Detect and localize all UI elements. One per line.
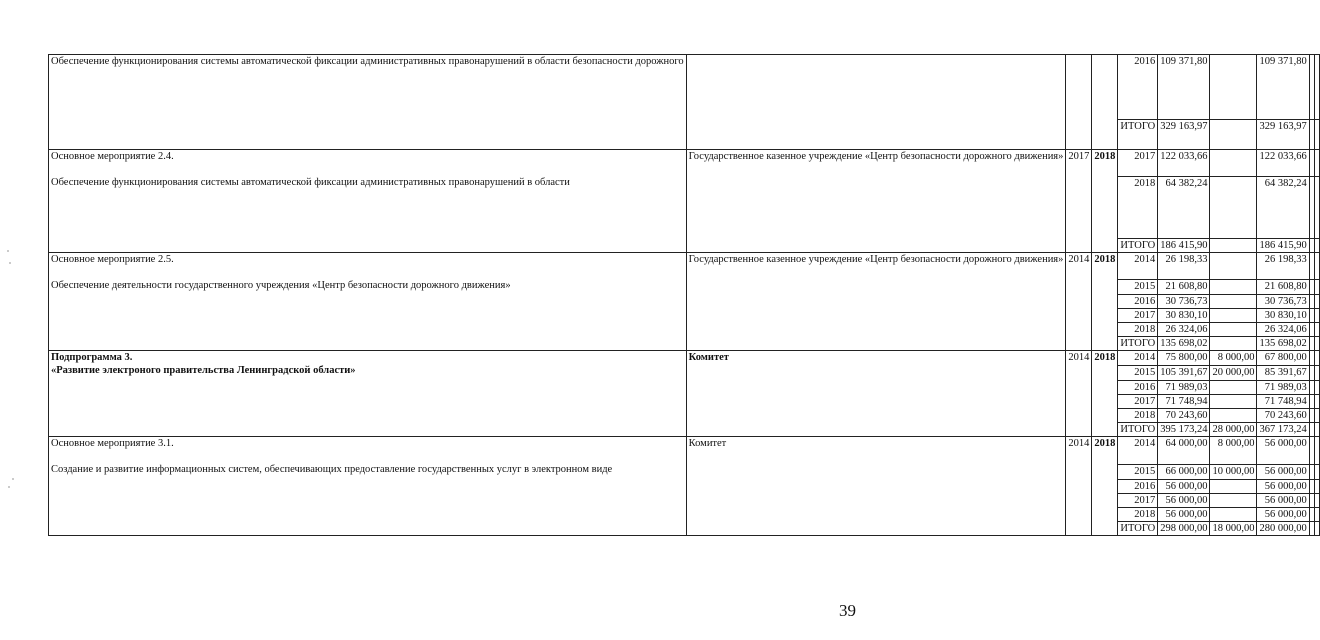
year-cell: 2014 [1118, 253, 1158, 280]
regional-amount-cell: 21 608,80 [1257, 280, 1309, 295]
end-year-cell [1092, 55, 1118, 150]
end-year-cell: 2018 [1092, 253, 1118, 351]
regional-amount-cell: 109 371,80 [1257, 55, 1309, 120]
result-cell [1314, 409, 1319, 423]
federal-amount-cell: 18 000,00 [1210, 522, 1257, 536]
regional-amount-cell: 56 000,00 [1257, 437, 1309, 465]
scan-speck [12, 478, 14, 480]
year-cell: 2016 [1118, 480, 1158, 494]
result-cell [1314, 120, 1319, 150]
regional-amount-cell: 30 736,73 [1257, 295, 1309, 309]
table-body [49, 55, 1320, 536]
year-cell: 2017 [1118, 395, 1158, 409]
year-cell: ИТОГО [1118, 423, 1158, 437]
regional-amount-cell: 56 000,00 [1257, 508, 1309, 522]
year-cell: 2016 [1118, 55, 1158, 120]
regional-amount-cell: 135 698,02 [1257, 337, 1309, 351]
total-amount-cell: 186 415,90 [1158, 239, 1210, 253]
total-amount-cell: 21 608,80 [1158, 280, 1210, 295]
year-cell: 2015 [1118, 465, 1158, 480]
regional-amount-cell: 26 324,06 [1257, 323, 1309, 337]
year-cell: 2014 [1118, 437, 1158, 465]
year-cell: 2015 [1118, 280, 1158, 295]
activity-name: Обеспечение функционирования системы автоматической фиксации административных правонарушений в области [51, 177, 570, 188]
end-year-cell: 2018 [1092, 351, 1118, 437]
federal-amount-cell [1210, 177, 1257, 239]
regional-amount-cell: 64 382,24 [1257, 177, 1309, 239]
regional-amount-cell: 56 000,00 [1257, 494, 1309, 508]
start-year-cell: 2014 [1066, 351, 1092, 437]
federal-amount-cell [1210, 150, 1257, 177]
budget-table [48, 54, 1320, 536]
result-cell [1314, 253, 1319, 280]
activity-name: Обеспечение функционирования системы автоматической фиксации административных правонарушений в области безопасности дорожного [51, 56, 684, 67]
total-amount-cell: 70 243,60 [1158, 409, 1210, 423]
year-cell: 2017 [1118, 309, 1158, 323]
start-year-cell: 2014 [1066, 437, 1092, 536]
total-amount-cell: 26 324,06 [1158, 323, 1210, 337]
result-cell [1314, 239, 1319, 253]
regional-amount-cell: 329 163,97 [1257, 120, 1309, 150]
federal-amount-cell [1210, 120, 1257, 150]
activity-description-cell [49, 150, 687, 253]
total-amount-cell: 26 198,33 [1158, 253, 1210, 280]
table-row [49, 55, 1320, 120]
federal-amount-cell: 20 000,00 [1210, 366, 1257, 381]
result-cell [1314, 494, 1319, 508]
year-cell: 2014 [1118, 351, 1158, 366]
executor-cell [686, 55, 1066, 150]
year-cell: 2018 [1118, 508, 1158, 522]
activity-name: Обеспечение деятельности государственного учреждения «Центр безопасности дорожного движения» [51, 280, 511, 291]
start-year-cell [1066, 55, 1092, 150]
executor-cell: Государственное казенное учреждение «Центр безопасности дорожного движения» [686, 150, 1066, 253]
federal-amount-cell: 8 000,00 [1210, 437, 1257, 465]
end-year-cell: 2018 [1092, 150, 1118, 253]
year-cell: ИТОГО [1118, 239, 1158, 253]
year-cell: ИТОГО [1118, 522, 1158, 536]
activity-description-cell [49, 253, 687, 351]
year-cell: ИТОГО [1118, 337, 1158, 351]
result-cell [1314, 177, 1319, 239]
federal-amount-cell [1210, 494, 1257, 508]
result-cell [1314, 381, 1319, 395]
activity-description-cell [49, 437, 687, 536]
start-year-cell: 2014 [1066, 253, 1092, 351]
federal-amount-cell: 8 000,00 [1210, 351, 1257, 366]
total-amount-cell: 30 830,10 [1158, 309, 1210, 323]
total-amount-cell: 122 033,66 [1158, 150, 1210, 177]
spacer [51, 163, 684, 176]
regional-amount-cell: 367 173,24 [1257, 423, 1309, 437]
year-cell: 2016 [1118, 295, 1158, 309]
federal-amount-cell [1210, 55, 1257, 120]
federal-amount-cell [1210, 395, 1257, 409]
total-amount-cell: 30 736,73 [1158, 295, 1210, 309]
regional-amount-cell: 280 000,00 [1257, 522, 1309, 536]
regional-amount-cell: 71 989,03 [1257, 381, 1309, 395]
result-cell [1314, 351, 1319, 366]
result-cell [1314, 323, 1319, 337]
total-amount-cell: 135 698,02 [1158, 337, 1210, 351]
federal-amount-cell [1210, 280, 1257, 295]
total-amount-cell: 329 163,97 [1158, 120, 1210, 150]
federal-amount-cell [1210, 309, 1257, 323]
year-cell: 2017 [1118, 494, 1158, 508]
result-cell [1314, 423, 1319, 437]
federal-amount-cell [1210, 323, 1257, 337]
regional-amount-cell: 186 415,90 [1257, 239, 1309, 253]
result-cell [1314, 437, 1319, 465]
year-cell: 2017 [1118, 150, 1158, 177]
scan-speck [7, 250, 9, 252]
regional-amount-cell: 56 000,00 [1257, 465, 1309, 480]
regional-amount-cell: 70 243,60 [1257, 409, 1309, 423]
result-cell [1314, 465, 1319, 480]
federal-amount-cell [1210, 409, 1257, 423]
regional-amount-cell: 67 800,00 [1257, 351, 1309, 366]
end-year-cell: 2018 [1092, 437, 1118, 536]
regional-amount-cell: 85 391,67 [1257, 366, 1309, 381]
executor-cell: Комитет [686, 351, 1066, 437]
federal-amount-cell: 10 000,00 [1210, 465, 1257, 480]
result-cell [1314, 309, 1319, 323]
total-amount-cell: 56 000,00 [1158, 494, 1210, 508]
total-amount-cell: 64 382,24 [1158, 177, 1210, 239]
year-cell: 2018 [1118, 177, 1158, 239]
scan-speck [9, 262, 11, 264]
table-row [49, 351, 1320, 366]
page-number: 39 [839, 601, 856, 620]
activity-title: Основное мероприятие 3.1. [51, 438, 174, 449]
federal-amount-cell: 28 000,00 [1210, 423, 1257, 437]
total-amount-cell: 105 391,67 [1158, 366, 1210, 381]
activity-name: «Развитие электроного правительства Ленинградской области» [51, 365, 356, 376]
result-cell [1314, 295, 1319, 309]
result-cell [1314, 522, 1319, 536]
total-amount-cell: 71 989,03 [1158, 381, 1210, 395]
result-cell [1314, 55, 1319, 120]
total-amount-cell: 64 000,00 [1158, 437, 1210, 465]
federal-amount-cell [1210, 337, 1257, 351]
regional-amount-cell: 122 033,66 [1257, 150, 1309, 177]
regional-amount-cell: 26 198,33 [1257, 253, 1309, 280]
total-amount-cell: 66 000,00 [1158, 465, 1210, 480]
scan-speck [8, 486, 10, 488]
activity-name: Создание и развитие информационных систем, обеспечивающих предоставление государственных услуг в электронном виде [51, 464, 613, 475]
total-amount-cell: 395 173,24 [1158, 423, 1210, 437]
table-row [49, 253, 1320, 280]
total-amount-cell: 298 000,00 [1158, 522, 1210, 536]
year-cell: 2018 [1118, 409, 1158, 423]
federal-amount-cell [1210, 381, 1257, 395]
total-amount-cell: 109 371,80 [1158, 55, 1210, 120]
total-amount-cell: 56 000,00 [1158, 480, 1210, 494]
regional-amount-cell: 30 830,10 [1257, 309, 1309, 323]
activity-title: Основное мероприятие 2.4. [51, 151, 174, 162]
table-row [49, 437, 1320, 465]
result-cell [1314, 480, 1319, 494]
spacer [51, 266, 684, 279]
start-year-cell: 2017 [1066, 150, 1092, 253]
executor-cell: Комитет [686, 437, 1066, 536]
executor-cell: Государственное казенное учреждение «Центр безопасности дорожного движения» [686, 253, 1066, 351]
result-cell [1314, 337, 1319, 351]
federal-amount-cell [1210, 508, 1257, 522]
year-cell: 2016 [1118, 381, 1158, 395]
year-cell: ИТОГО [1118, 120, 1158, 150]
federal-amount-cell [1210, 480, 1257, 494]
result-cell [1314, 508, 1319, 522]
result-cell [1314, 366, 1319, 381]
federal-amount-cell [1210, 253, 1257, 280]
spacer [51, 450, 684, 463]
regional-amount-cell: 71 748,94 [1257, 395, 1309, 409]
federal-amount-cell [1210, 239, 1257, 253]
year-cell: 2018 [1118, 323, 1158, 337]
activity-title: Основное мероприятие 2.5. [51, 254, 174, 265]
regional-amount-cell: 56 000,00 [1257, 480, 1309, 494]
result-cell [1314, 395, 1319, 409]
activity-description-cell [49, 55, 687, 150]
result-cell [1314, 150, 1319, 177]
table-row [49, 150, 1320, 177]
federal-amount-cell [1210, 295, 1257, 309]
activity-title: Подпрограмма 3. [51, 352, 133, 363]
total-amount-cell: 71 748,94 [1158, 395, 1210, 409]
total-amount-cell: 56 000,00 [1158, 508, 1210, 522]
activity-description-cell [49, 351, 687, 437]
total-amount-cell: 75 800,00 [1158, 351, 1210, 366]
result-cell [1314, 280, 1319, 295]
year-cell: 2015 [1118, 366, 1158, 381]
